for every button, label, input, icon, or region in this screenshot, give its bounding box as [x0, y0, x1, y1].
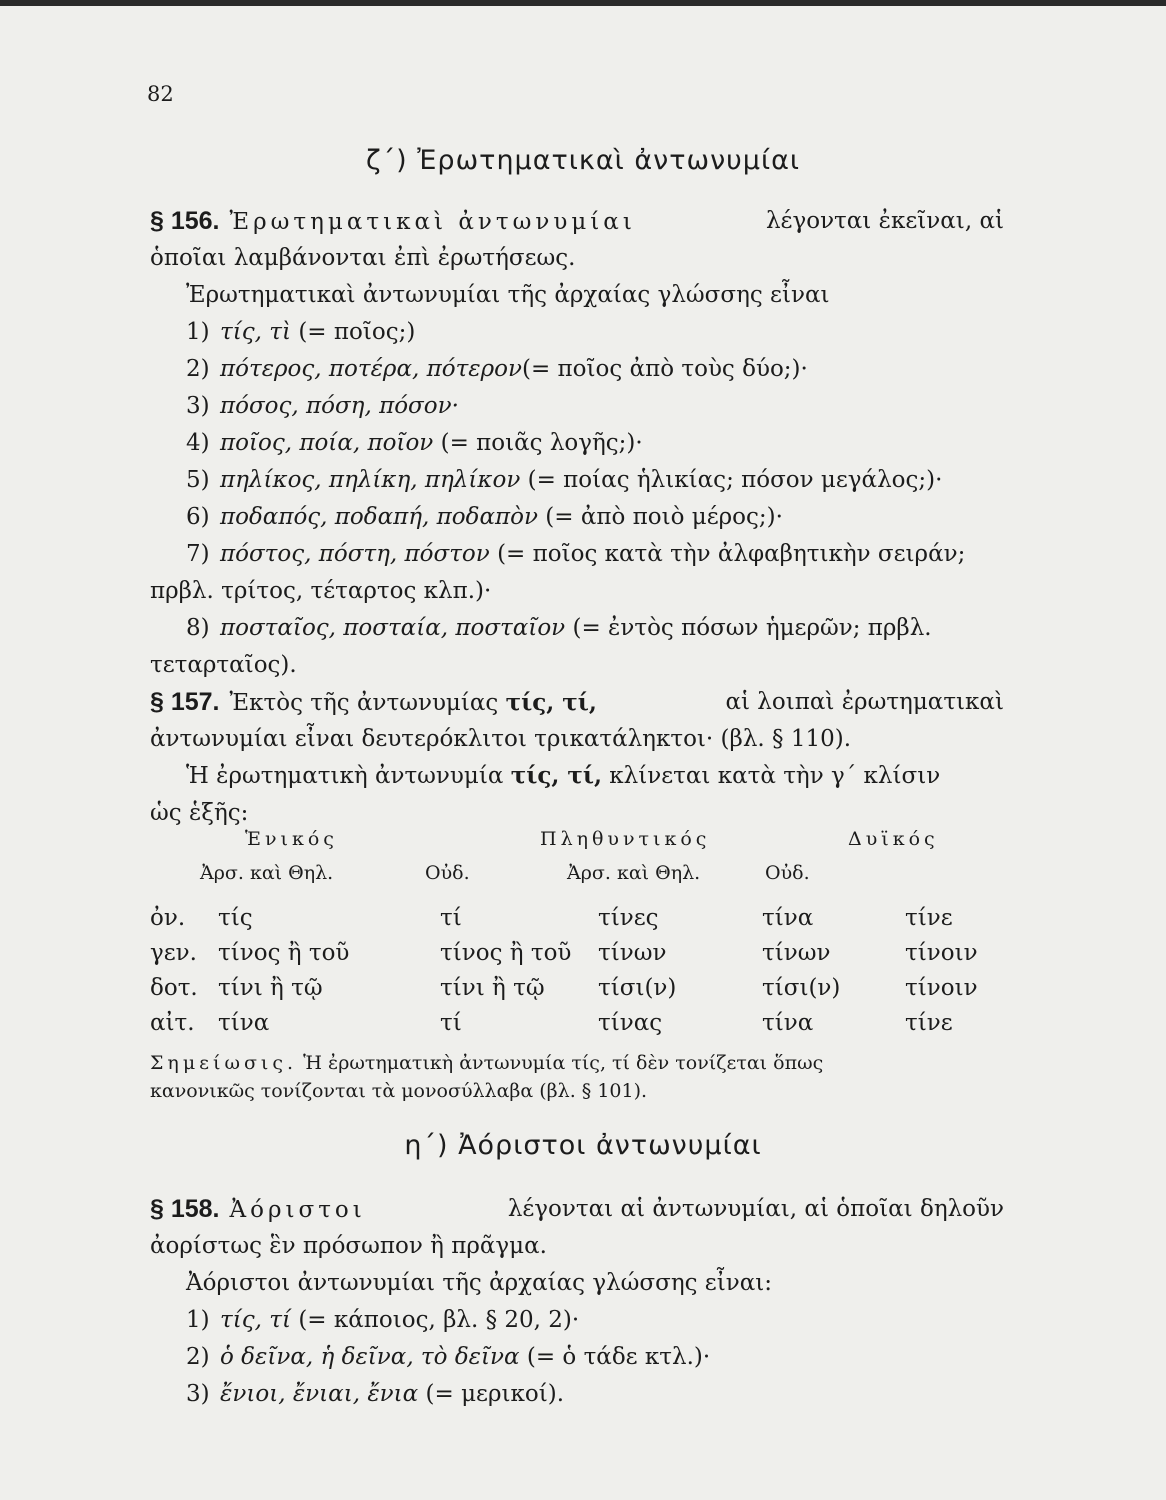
note-line2: κανονικῶς τονίζονται τὰ μονοσύλλαβα (βλ. § 101).: [150, 1080, 648, 1102]
paragraph-157-line1: § 157. Ἐκτὸς τῆς ἀντωνυμίας τίς, τί, αἱ λοιπαὶ ἐρωτηματικαὶ: [150, 688, 1004, 716]
column-header: Ἑνικός: [245, 828, 338, 850]
table-cell: τίνα: [762, 1010, 814, 1036]
paragraph-157-line4: ὡς ἑξῆς:: [150, 800, 249, 826]
table-cell: τίς: [218, 905, 253, 931]
case-label: δοτ.: [150, 975, 198, 1001]
column-subheader: Ἀρσ. καὶ Θηλ.: [200, 862, 334, 884]
list-item: 2) ὁ δεῖνα, ἡ δεῖνα, τὸ δεῖνα (= ὁ τάδε κτλ.)·: [186, 1344, 711, 1370]
column-header: Πληθυντικός: [540, 828, 711, 850]
case-label: αἰτ.: [150, 1010, 195, 1036]
paragraph-158-intro: Ἀόριστοι ἀντωνυμίαι τῆς ἀρχαίας γλώσσης εἶναι:: [186, 1270, 773, 1296]
bold-words: τίς, τί,: [505, 689, 597, 716]
table-cell: τίνι ἢ τῷ: [218, 975, 323, 1001]
paragraph-156-line1: [150, 207, 1004, 236]
column-subheader: Οὐδ.: [765, 862, 810, 884]
table-cell: τίνα: [218, 1010, 270, 1036]
paragraph-157-line3: Ἡ ἐρωτηματικὴ ἀντωνυμία τίς, τί, κλίνεται κατὰ τὴν γ΄ κλίσιν: [186, 762, 941, 789]
table-cell: τί: [440, 1010, 462, 1036]
paragraph-157-line2: ἀντωνυμίαι εἶναι δευτερόκλιτοι τρικατάληκτοι· (βλ. § 110).: [150, 726, 852, 752]
table-cell: τίνοιν: [905, 975, 978, 1001]
list-item-continuation: πρβλ. τρίτος, τέταρτος κλπ.)·: [150, 578, 492, 604]
section-heading-interrogative: ζ΄) Ἐρωτηματικαὶ ἀντωνυμίαι: [365, 145, 801, 176]
list-item: 4) ποῖος, ποία, ποῖον (= ποιᾶς λογῆς;)·: [186, 430, 643, 456]
paragraph-156-intro: Ἐρωτηματικαὶ ἀντωνυμίαι τῆς ἀρχαίας γλώσσης εἶναι: [186, 282, 830, 308]
list-item: 6) ποδαπός, ποδαπή, ποδαπὸν (= ἀπὸ ποιὸ μέρος;)·: [186, 504, 783, 530]
table-cell: τίνες: [598, 905, 659, 931]
list-item: 1) τίς, τὶ (= ποῖος;): [186, 319, 416, 345]
case-label: ὀν.: [150, 905, 186, 931]
list-item: 5) πηλίκος, πηλίκη, πηλίκον (= ποίας ἡλικίας; πόσον μεγάλος;)·: [186, 467, 943, 493]
paragraph-158-line1: § 158. Ἀόριστοι λέγονται αἱ ἀντωνυμίαι, αἱ ὁποῖαι δηλοῦν: [150, 1195, 1004, 1223]
section-number-156: § 156.: [150, 207, 220, 235]
table-cell: τίνε: [905, 905, 953, 931]
list-item: 7) πόστος, πόστη, πόστον (= ποῖος κατὰ τὴν ἀλφαβητικὴν σειράν;: [186, 541, 966, 567]
table-cell: τίσι(ν): [762, 975, 841, 1001]
term-interrogative: Ἐρωτηματικαὶ ἀντωνυμίαι: [229, 209, 636, 235]
note-label: Σημείωσις.: [150, 1052, 298, 1074]
table-cell: τίνος ἢ τοῦ: [218, 940, 350, 966]
table-cell: τί: [440, 905, 462, 931]
table-cell: τίνοιν: [905, 940, 978, 966]
list-item: 8) ποσταῖος, ποσταία, ποσταῖον (= ἐντὸς πόσων ἡμερῶν; πρβλ.: [186, 615, 932, 641]
column-subheader: Ἀρσ. καὶ Θηλ.: [567, 862, 701, 884]
table-cell: τίνος ἢ τοῦ: [440, 940, 572, 966]
section-number-158: § 158.: [150, 1195, 220, 1223]
list-item: 3) πόσος, πόση, πόσον·: [186, 393, 459, 419]
table-cell: τίνε: [905, 1010, 953, 1036]
table-cell: τίνι ἢ τῷ: [440, 975, 545, 1001]
list-item: 2) πότερος, ποτέρα, πότερον(= ποῖος ἀπὸ τοὺς δύο;)·: [186, 356, 808, 382]
case-label: γεν.: [150, 940, 197, 966]
column-subheader: Οὐδ.: [425, 862, 470, 884]
section-number-157: § 157.: [150, 688, 220, 716]
list-item: 3) ἔνιοι, ἔνιαι, ἔνια (= μερικοί).: [186, 1381, 565, 1407]
paragraph-158-line2: ἀορίστως ἓν πρόσωπον ἢ πρᾶγμα.: [150, 1233, 547, 1259]
table-cell: τίνας: [598, 1010, 663, 1036]
paragraph-156-line2: ὁποῖαι λαμβάνονται ἐπὶ ἐρωτήσεως.: [150, 245, 576, 271]
column-header: Δυϊκός: [848, 828, 939, 850]
table-cell: τίνων: [762, 940, 831, 966]
table-cell: τίνων: [598, 940, 667, 966]
table-cell: τίσι(ν): [598, 975, 677, 1001]
list-item: 1) τίς, τί (= κάποιος, βλ. § 20, 2)·: [186, 1307, 580, 1333]
note-line1: Σημείωσις. Ἡ ἐρωτηματικὴ ἀντωνυμία τίς, τί δὲν τονίζεται ὅπως: [150, 1052, 824, 1074]
list-item-continuation: τεταρταῖος).: [150, 652, 297, 678]
term-indefinite: Ἀόριστοι: [229, 1197, 366, 1223]
section-heading-indefinite: η΄) Ἀόριστοι ἀντωνυμίαι: [404, 1130, 762, 1161]
scan-top-edge: [0, 0, 1166, 6]
table-cell: τίνα: [762, 905, 814, 931]
p156-rest1: λέγονται ἐκεῖναι, αἱ: [765, 208, 1004, 234]
page-number: 82: [147, 82, 174, 106]
